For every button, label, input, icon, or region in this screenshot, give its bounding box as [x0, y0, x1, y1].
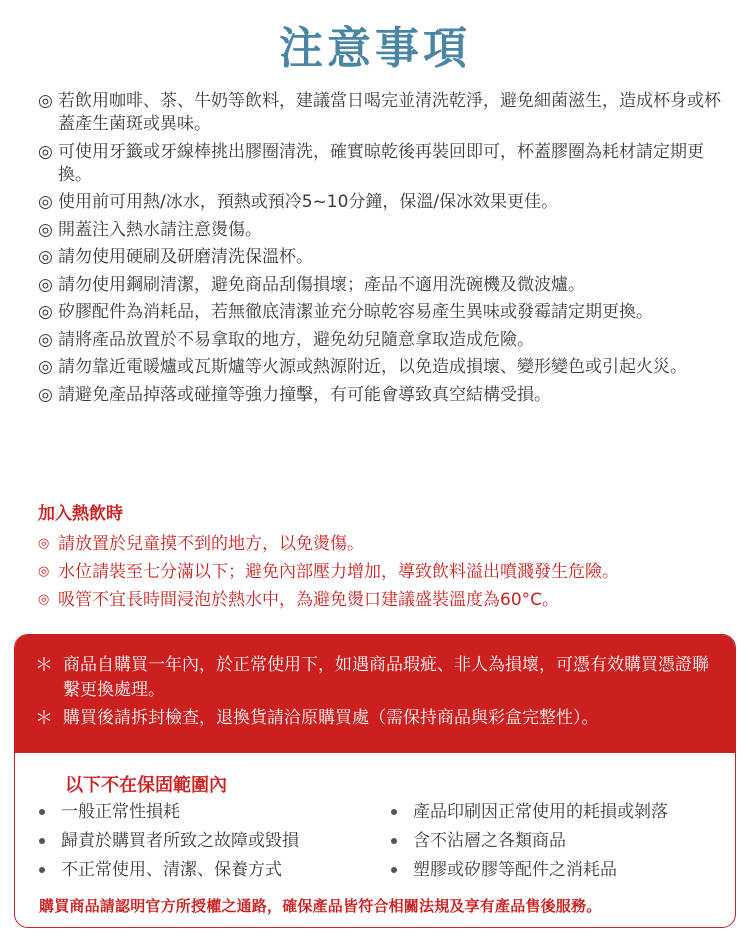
exclusion-item [391, 830, 668, 852]
bullet-icon [39, 838, 45, 844]
exclusion-item [391, 859, 668, 881]
note-item [38, 90, 728, 136]
exclusion-text: 含不沾層之各類商品 [413, 831, 566, 851]
double-circle-icon: ◎ [38, 329, 53, 350]
double-circle-icon: ◎ [38, 141, 53, 162]
note-item [38, 141, 728, 187]
double-circle-icon: ◎ [38, 592, 50, 607]
notes-list [38, 90, 728, 411]
note-text: 請勿使用鋼刷清潔，避免商品刮傷損壞；產品不適用洗碗機及微波爐。 [58, 274, 585, 295]
warranty-text: 商品自購買一年內，於正常使用下，如遇商品瑕疵、非人為損壞，可憑有效購買憑證聯繫更換處理。 [63, 655, 709, 700]
exclusions-right-list [391, 801, 668, 888]
hot-drink-item [38, 588, 738, 612]
note-item [38, 384, 728, 407]
double-circle-icon: ◎ [38, 192, 53, 212]
bullet-icon [39, 809, 45, 815]
note-text: 請勿使用硬刷及研磨清洗保溫杯。 [58, 247, 313, 267]
bullet-icon [39, 867, 45, 873]
warranty-item [35, 653, 713, 703]
hot-drink-title: 加入熱飲時 [38, 504, 123, 524]
warranty-box [14, 634, 736, 928]
note-text: 矽膠配件為消耗品，若無徹底清潔並充分晾乾容易產生異味或發霉請定期更換。 [58, 302, 653, 322]
warranty-text: 購買後請拆封檢查，退換貨請洽原購買處（需保持商品與彩盒完整性）。 [63, 708, 599, 728]
note-item [38, 301, 728, 324]
hot-drink-text: 請放置於兒童摸不到的地方，以免燙傷。 [58, 534, 364, 554]
note-text: 開蓋注入熱水請注意燙傷。 [58, 219, 262, 240]
asterisk-icon: ＊ [35, 655, 53, 676]
double-circle-icon: ◎ [38, 536, 50, 551]
double-circle-icon: ◎ [38, 247, 53, 267]
exclusion-text: 一般正常性損耗 [61, 802, 180, 822]
note-item [38, 329, 728, 352]
footer-notice: 購買商品請認明官方所授權之通路，確保產品皆符合相關法規及享有產品售後服務。 [39, 897, 602, 915]
note-item [38, 191, 728, 214]
bullet-icon [391, 809, 397, 815]
note-text: 若飲用咖啡、茶、牛奶等飲料，建議當日喝完並清洗乾淨，避免細菌滋生，造成杯身或杯蓋產生菌斑或異味。 [58, 91, 721, 134]
double-circle-icon: ◎ [38, 274, 53, 295]
exclusion-text: 塑膠或矽膠等配件之消耗品 [413, 860, 617, 880]
double-circle-icon: ◎ [38, 91, 53, 111]
page-title: 注意事項 [279, 23, 471, 74]
note-item [38, 246, 728, 269]
note-text: 使用前可用熱/冰水，預熱或預冷5~10分鐘，保溫/保冰效果更佳。 [58, 192, 559, 212]
double-circle-icon: ◎ [38, 564, 50, 579]
double-circle-icon: ◎ [38, 357, 53, 377]
exclusion-item [39, 830, 299, 852]
exclusion-item [391, 801, 668, 823]
note-text: 請將產品放置於不易拿取的地方，避免幼兒隨意拿取造成危險。 [58, 329, 534, 350]
asterisk-icon: ＊ [35, 708, 53, 729]
double-circle-icon: ◎ [38, 219, 53, 240]
bullet-icon [391, 838, 397, 844]
note-item [38, 356, 728, 379]
exclusion-text: 不正常使用、清潔、保養方式 [61, 860, 282, 880]
note-text: 可使用牙籤或牙線棒挑出膠圈清洗，確實晾乾後再裝回即可，杯蓋膠圈為耗材請定期更換。 [58, 141, 704, 185]
double-circle-icon: ◎ [38, 302, 53, 322]
warranty-item [35, 706, 713, 731]
exclusion-item [39, 801, 299, 823]
exclusion-item [39, 859, 299, 881]
hot-drink-text: 吸管不宜長時間浸泡於熱水中，為避免燙口建議盛裝溫度為60°C。 [58, 590, 560, 610]
exclusions-title: 以下不在保固範圍內 [65, 775, 227, 796]
hot-drink-section [38, 502, 738, 616]
hot-drink-item [38, 532, 738, 556]
double-circle-icon: ◎ [38, 384, 53, 405]
hot-drink-text: 水位請裝至七分滿以下；避免內部壓力增加，導致飲料溢出噴濺發生危險。 [58, 562, 619, 582]
note-text: 請避免產品掉落或碰撞等強力撞擊，有可能會導致真空結構受損。 [58, 384, 551, 405]
exclusions-left-list [39, 801, 299, 888]
hot-drink-item [38, 560, 738, 584]
warranty-banner [15, 635, 735, 753]
bullet-icon [391, 867, 397, 873]
note-item [38, 274, 728, 297]
exclusion-text: 歸責於購買者所致之故障或毀損 [61, 831, 299, 851]
note-text: 請勿靠近電暖爐或瓦斯爐等火源或熱源附近，以免造成損壞、變形變色或引起火災。 [58, 357, 687, 377]
note-item [38, 219, 728, 242]
exclusion-text: 產品印刷因正常使用的耗損或剝落 [413, 802, 668, 822]
